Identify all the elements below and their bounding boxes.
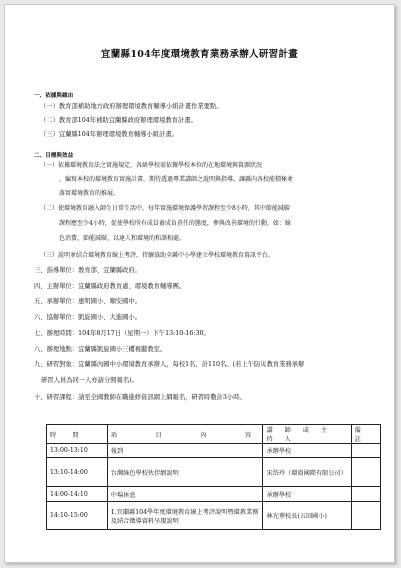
table-row: [47, 458, 381, 487]
info-audience-note: 研習人員為同一人亦請分開報名)。: [41, 377, 138, 384]
goal-line-3: 落實環境教育的推展。: [59, 190, 120, 197]
table-row: [47, 502, 381, 530]
cell-time: 13:00-13:10: [47, 444, 108, 458]
header-time: 時 間: [47, 425, 108, 444]
goal-line-4: （二）使環境教育融入師生日常生活中，每年實施環境保護學習課程至少8小時，其中節能減碳: [40, 205, 290, 212]
header-note: 備 註: [351, 425, 380, 444]
header-item: 項 目 內 容: [107, 425, 263, 444]
goal-line-1: （一）依據環境教育法之實施規定，各級學校需依據學校本位的在地環境與資源狀況: [40, 162, 263, 169]
goal-line-7: （三）說明並结合環境教育線上考評，持續協助全縣中小學建立學校環境教育資訊平台。: [40, 252, 275, 259]
schedule-table: [46, 424, 381, 530]
table-row: [47, 444, 381, 458]
info-co-host: 六、協辦單位：凱旋國小、大進國小。: [34, 314, 142, 321]
info-audience: 九、研習對象：宜蘭縣內國中小環境教育承辦人，每校1名，計110名。(若上午防災教育業務承辦: [34, 361, 305, 368]
cell-host: 宋岱玲（環資國際有限公司）: [263, 458, 351, 487]
cell-note: [351, 487, 380, 502]
cell-note: [351, 502, 380, 530]
cell-host: 林光華校長(五回國小): [263, 502, 351, 530]
info-guidance: 三、指導單位：教育部、宜蘭縣政府。: [34, 267, 142, 274]
cell-item: 中場休息: [107, 487, 263, 502]
section-basis-heading: 一、依據與緣由: [34, 93, 74, 99]
table-row: [47, 487, 381, 502]
basis-item-1: （一）教育部補助地方政府辦理環境教育輔導小組計畫作業要點。: [40, 103, 223, 110]
cell-time: 14:10-15:00: [47, 502, 108, 530]
cell-host: 承辦學校: [263, 444, 351, 458]
basis-item-3: （三）宜蘭縣104年辦理環境教育輔導小組計畫。: [40, 131, 178, 138]
cell-item: 報到: [107, 444, 263, 458]
page-title: 宜蘭縣104年度環境教育業務承辦人研習計畫: [100, 49, 299, 60]
table-header-row: [47, 425, 381, 444]
cell-item: 1.宜蘭縣104學年度環境教育線上考評說明暨環教業務及結合徵導資料呈現說明: [107, 502, 263, 530]
cell-note: [351, 444, 380, 458]
header-host: 講 師 或 主 持 人: [263, 425, 351, 444]
goal-line-5: 課程應至少4小時，促使學校所有成員養成負責任的態度，參與改善環境的行動，如：綠: [59, 220, 291, 227]
cell-host: 承辦學校: [263, 487, 351, 502]
goal-line-6: 色消費、節能減碳、以達人和環境的和諧相處。: [59, 235, 186, 242]
section-goals-heading: 二、目標與效益: [34, 153, 74, 159]
cell-item: 台灣綠色學校伙伴網說明: [107, 458, 263, 487]
cell-note: [351, 458, 380, 487]
cell-time: 13:10-14:00: [47, 458, 108, 487]
info-organizer: 四、主辦單位：宜蘭縣政府教育處、環境教育輔導團。: [34, 283, 186, 290]
basis-item-2: （二）教育部104年補助宜蘭縣政府辦理環境教育計畫。: [40, 117, 197, 124]
info-host: 五、承辦單位：惠明國小、順安國中。: [34, 298, 142, 305]
document-page: [4, 4, 395, 563]
cell-time: 14:00-14:10: [47, 487, 108, 502]
info-location: 八、辦理地點：宜蘭縣凱旋國小三樓視聽教室。: [34, 346, 167, 353]
info-time: 七、辦理時間：104年8月17日（星期一）下午13:10-16:30。: [34, 330, 210, 337]
info-course: 十、研習課程：請至全國教師在職進修資訊網上網報名，研習時數計3小時。: [34, 394, 246, 401]
goal-line-2: ，編寫本校的環境教育實施計畫，期待透過專業講師之說明與指導，讓縣內各校能積極並: [59, 176, 294, 183]
